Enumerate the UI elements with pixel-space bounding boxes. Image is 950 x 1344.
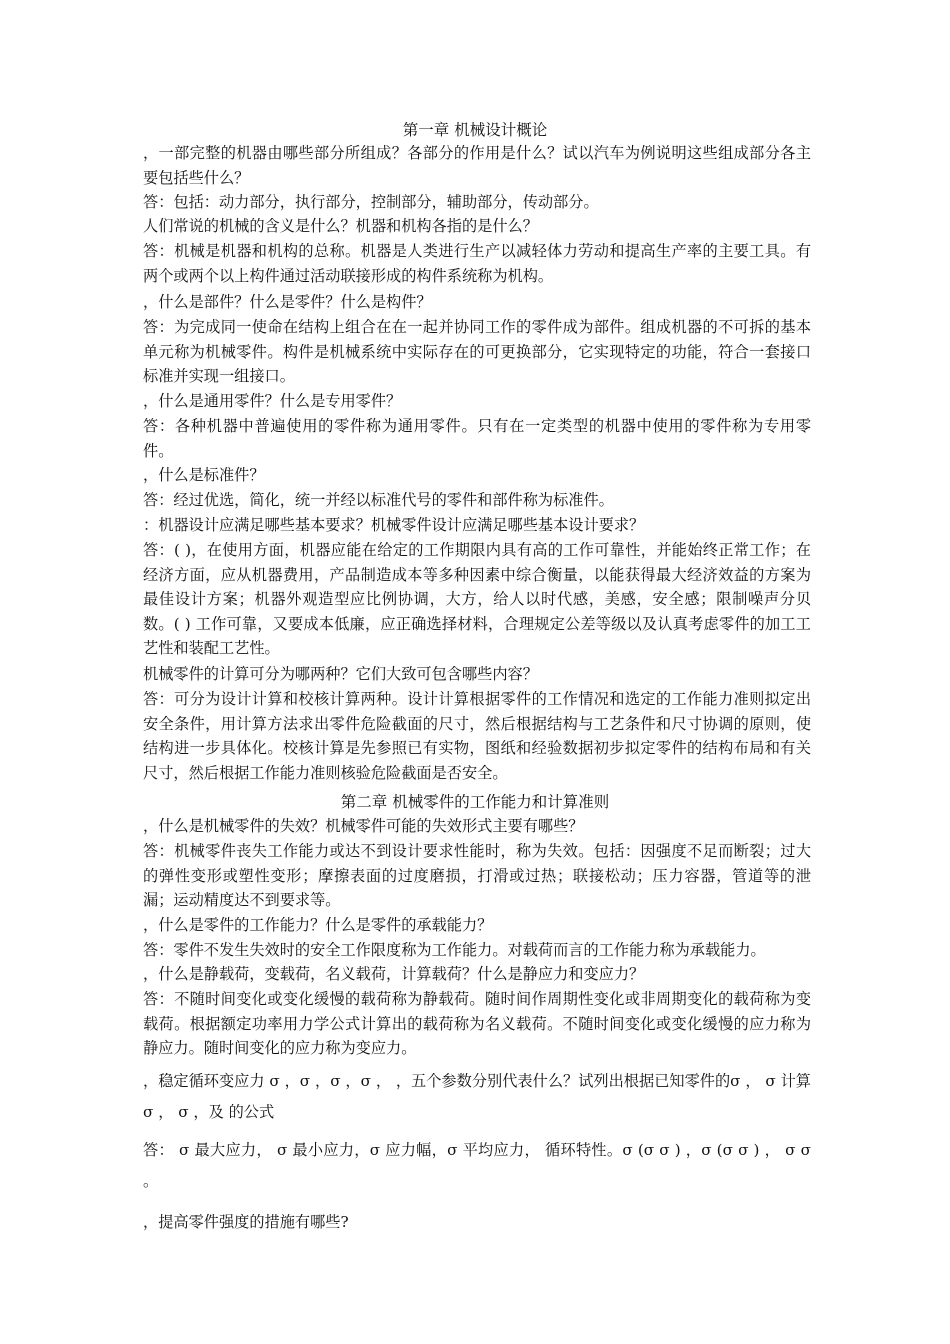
question-text: ：机器设计应满足哪些基本要求？机械零件设计应满足哪些基本设计要求？: [143, 516, 645, 534]
question-text: ，什么是静载荷，变载荷，名义载荷，计算载荷？什么是静应力和变应力？: [143, 965, 645, 983]
answer-text: 答：不随时间变化或变化缓慢的载荷称为静载荷。随时间作周期性变化或非周期变化的载荷称为变载荷。根据额定功率用力学公式计算出的载荷称为名义载荷。不随时间变化或变化缓慢的应力称为静应力。随时间变化的应力称为变应力。: [143, 990, 811, 1058]
answer-text: 答：零件不发生失效时的安全工作限度称为工作能力。对载荷而言的工作能力称为承载能力。: [143, 941, 766, 959]
question-text: ，什么是部件？什么是零件？什么是构件？: [143, 293, 432, 311]
chapter2-title: 第二章 机械零件的工作能力和计算准则: [340, 793, 610, 811]
question-text: ，什么是机械零件的失效？机械零件可能的失效形式主要有哪些？: [143, 817, 584, 835]
answer-text: 答：机械零件丧失工作能力或达不到设计要求性能时，称为失效。包括：因强度不足而断裂；过大的弹性变形或塑性变形；摩擦表面的过度磨损，打滑或过热；联接松动；压力容器，管道等的泄漏；运动精度达不到要求等。: [143, 842, 811, 910]
question-text: 人们常说的机械的含义是什么？机器和机构各指的是什么？: [143, 217, 538, 235]
answer-text: 答：各种机器中普遍使用的零件称为通用零件。只有在一定类型的机器中使用的零件称为专用零件。: [143, 417, 811, 460]
answer-text: 答： σ 最大应力， σ 最小应力，σ 应力幅，σ 平均应力， 循环特性。σ (σ σ ) ，σ (σ σ ) ， σ σ 。: [143, 1141, 811, 1190]
question-text: ，一部完整的机器由哪些部分所组成？各部分的作用是什么？试以汽车为例说明这些组成部分各主要包括些什么？: [143, 144, 811, 187]
answer-text: 答：为完成同一使命在结构上组合在在一起并协同工作的零件成为部件。组成机器的不可拆的基本单元称为机械零件。构件是机械系统中实际存在的可更换部分，它实现特定的功能，符合一套接口标准并实现一组接口。: [143, 318, 811, 386]
question-text: ，稳定循环变应力 σ ，σ ，σ ，σ ， ，五个参数分别代表什么？试列出根据已知零件的σ ， σ 计算 σ ， σ ，及 的公式: [143, 1072, 811, 1121]
question-text: ，什么是标准件？: [143, 466, 265, 484]
question-text: ，什么是通用零件？什么是专用零件？: [143, 392, 402, 410]
question-text: ，提高零件强度的措施有哪些?: [143, 1213, 349, 1231]
question-text: 机械零件的计算可分为哪两种？它们大致可包含哪些内容？: [143, 665, 538, 683]
answer-text: 答：可分为设计计算和校核计算两种。设计计算根据零件的工作情况和选定的工作能力准则拟定出安全条件，用计算方法求出零件危险截面的尺寸，然后根据结构与工艺条件和尺寸协调的原则，使结构进一步具体化。校核计算是先参照已有实物，图纸和经验数据初步拟定零件的结构布局和有关尺寸，然后根据工作能力准则核验危险截面是否安全。: [143, 690, 811, 782]
answer-text: 答：( )，在使用方面，机器应能在给定的工作期限内具有高的工作可靠性，并能始终正常工作；在经济方面，应从机器费用，产品制造成本等多种因素中综合衡量，以能获得最大经济效益的方案为最佳设计方案；机器外观造型应比例协调，大方，给人以时代感，美感，安全感；限制噪声分贝数。( ) 工作可靠，又要成本低廉，应正确选择材料，合理规定公差等级以及认真考虑零件的加工工艺性和装配工艺性。: [143, 541, 811, 658]
answer-text: 答：机械是机器和机构的总称。机器是人类进行生产以减轻体力劳动和提高生产率的主要工具。有两个或两个以上构件通过活动联接形成的构件系统称为机构。: [143, 242, 811, 285]
answer-text: 答：包括：动力部分，执行部分，控制部分，辅助部分，传动部分。: [143, 193, 599, 211]
question-text: ，什么是零件的工作能力？什么是零件的承载能力？: [143, 916, 493, 934]
chapter1-title: 第一章 机械设计概论: [402, 121, 548, 139]
answer-text: 答：经过优选，简化，统一并经以标准代号的零件和部件称为标准件。: [143, 491, 614, 509]
